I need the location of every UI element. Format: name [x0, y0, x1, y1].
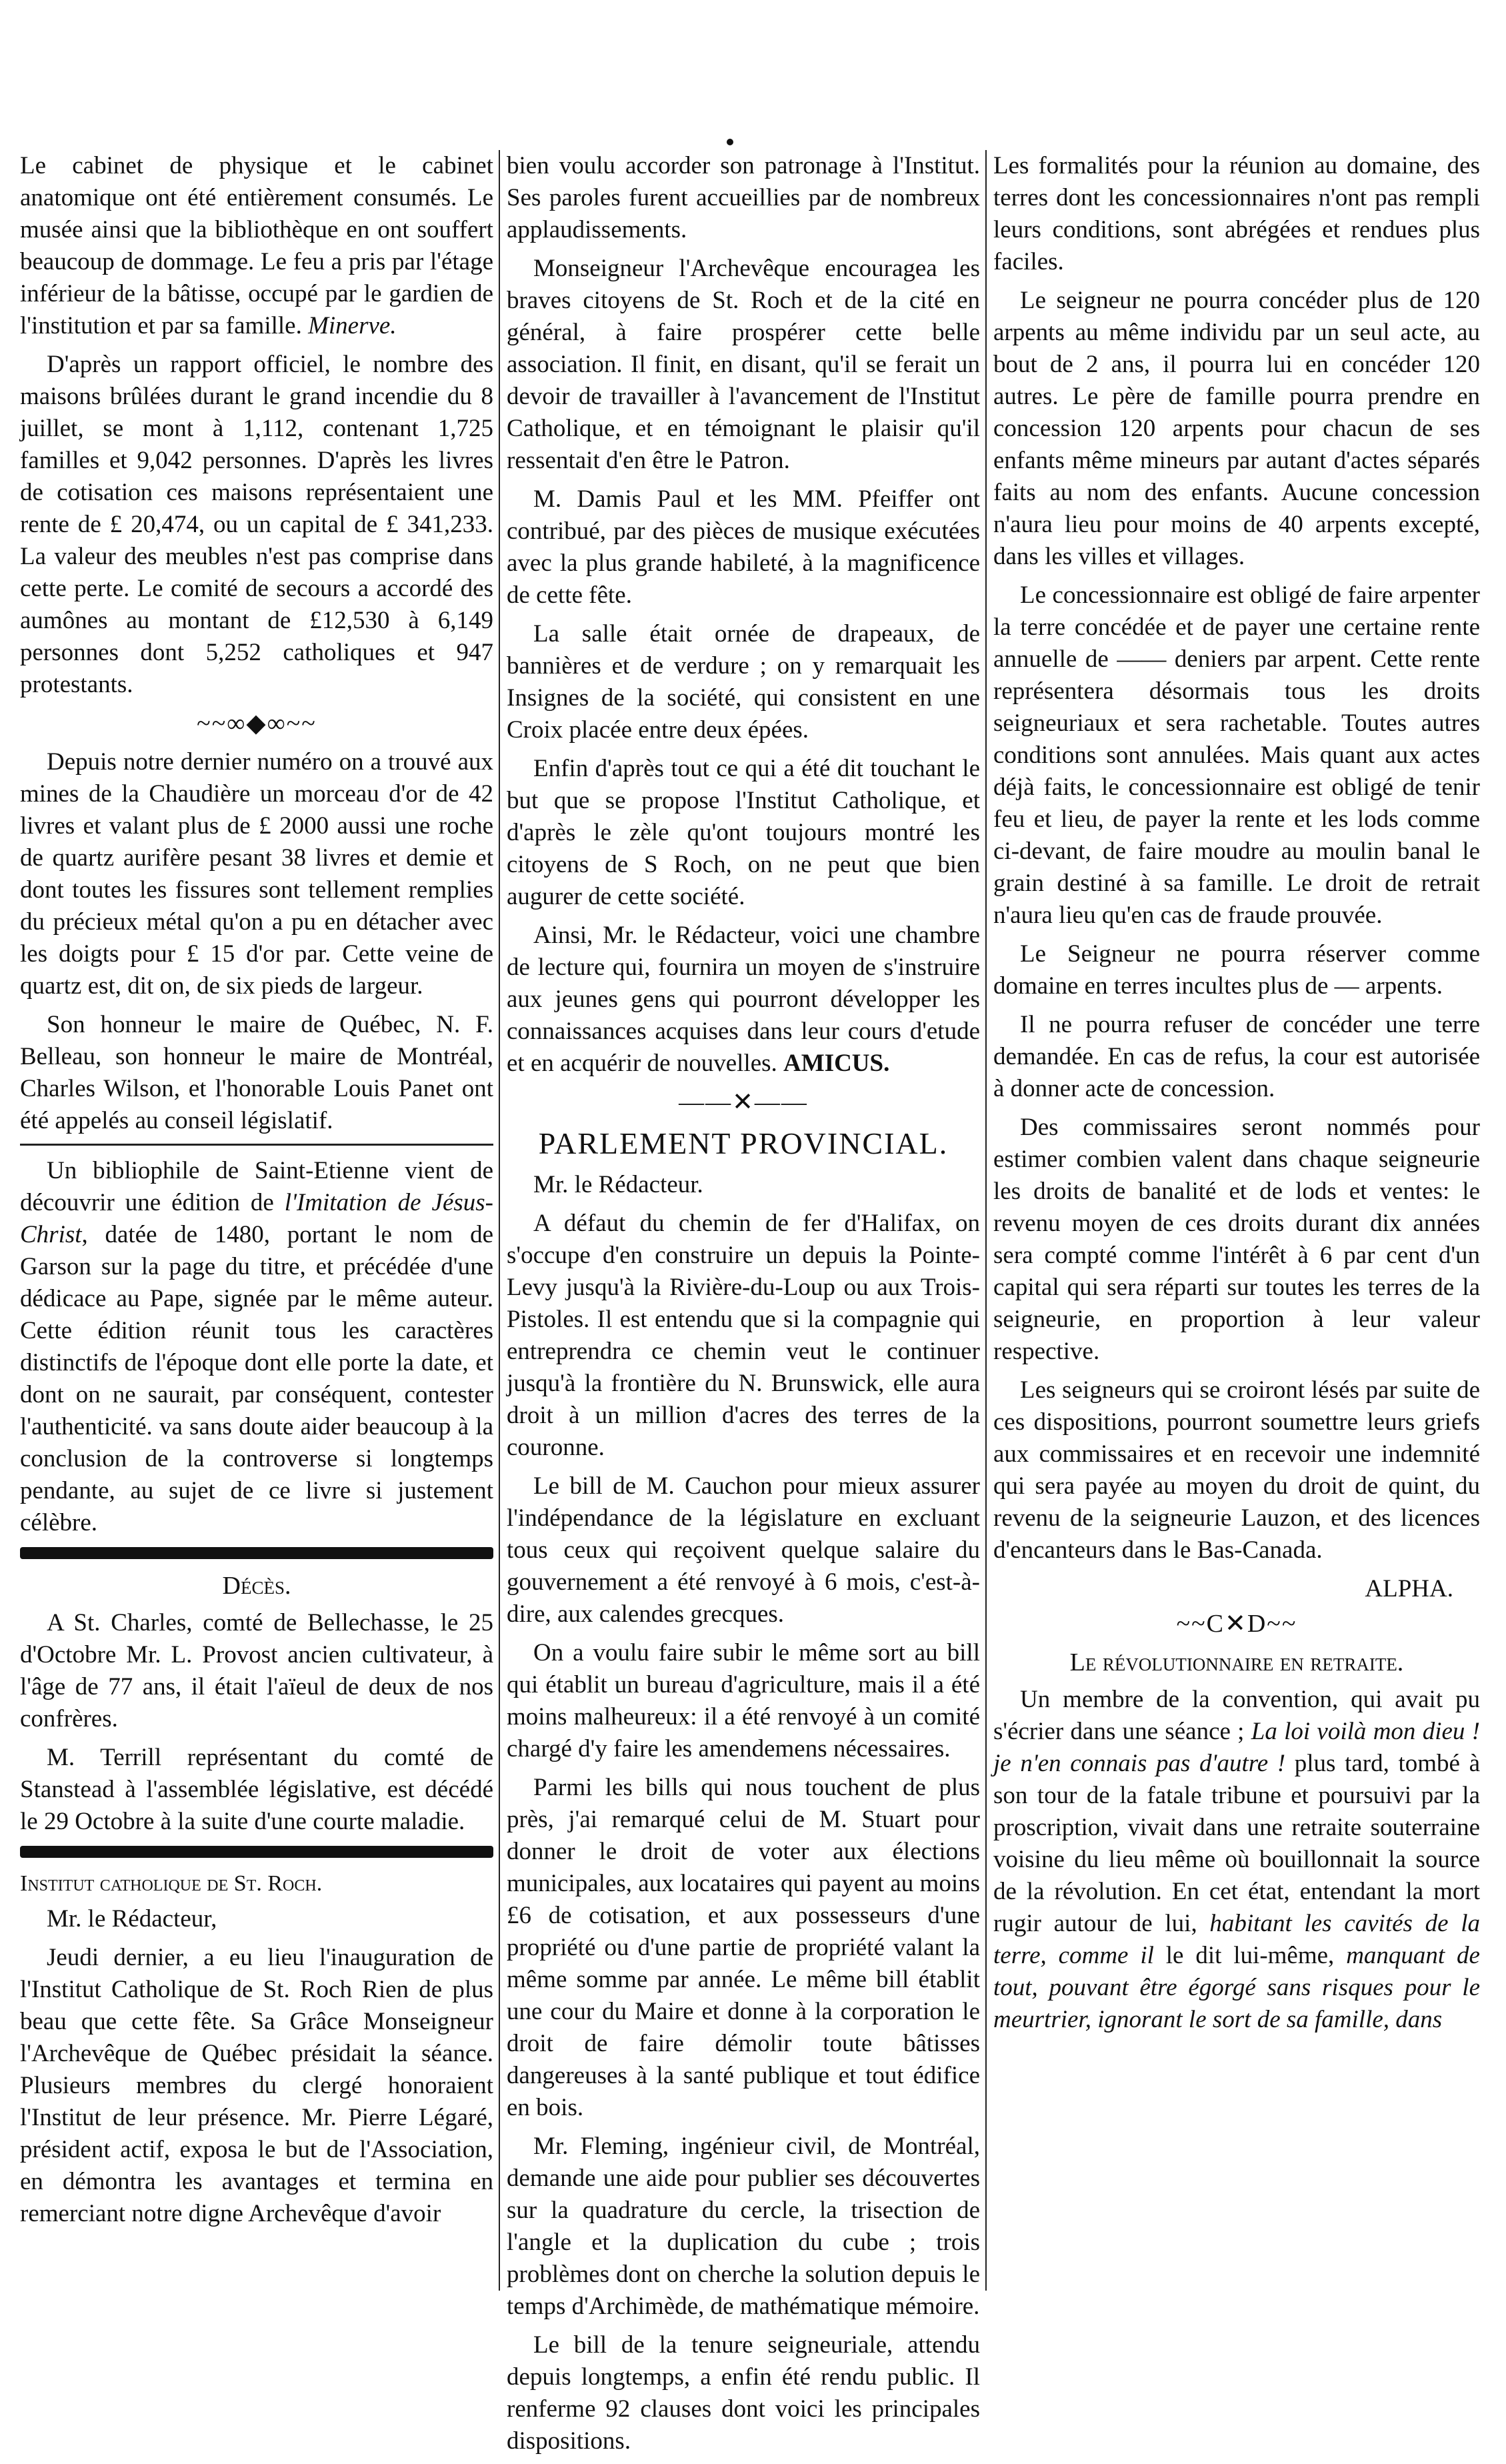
cabinet-paragraph: Le cabinet de physique et le cabinet anatomique ont été entièrement consumés. Le musée ainsi que la bibliothèque en ont souffert beaucoup de dommage. Le feu a pris par l'étage inférieur de la bâtisse, occupé par le gardien de l'institution et par sa famille. Minerve.	[20, 152, 493, 339]
heavy-rule	[20, 1547, 493, 1559]
chaudiere-paragraph: Depuis notre dernier numéro on a trouvé aux mines de la Chaudière un morceau d'or de 42 livres et valant plus de £ 2000 aussi une roche de quartz aurifère pesant 38 livres et demie et dont toutes les fissures sont tellement remplies du précieux métal qu'on a pu en détacher avec les doigts pour £ 15 d'or par. Cette veine de quartz est, dit on, de six pieds de largeur.	[20, 748, 493, 1000]
institut-heading: Institut catholique de St. Roch.	[20, 1871, 323, 1896]
institut-paragraph: Jeudi dernier, a eu lieu l'inauguration de l'Institut Catholique de St. Roch Rien de plus beau que cette fête. Sa Grâce Monseigneur l'Archevêque de Québec présidait la séance. Plusieurs membres du clergé honoraient l'Institut de leur présence. Mr. Pierre Légaré, président actif, exposa le but de l'Association, en démontra les avantages et termina en remerciant notre digne Archevêque d'avoir	[20, 1944, 493, 2227]
concessionnaire-paragraph: Le concessionnaire est obligé de faire arpenter la terre concédée et de payer une certaine rente annuelle de —— deniers par arpent. Cette rente représentera désormais tous les droits seigneuriaux et sera rachetable. Toutes autres conditions sont annulées. Mais quant aux actes déjà faits, le concessionnaire est obligé de tenir feu et lieu, de payer la rente et les lods comme ci-devant, de faire moudre au moulin banal le grain destiné à sa famille. Le droit de retrait n'aura lieu qu'en cas de fraude prouvée.	[993, 581, 1480, 929]
refus-paragraph: Il ne pourra refuser de concéder une terre demandée. En cas de refus, la cour est autorisée à donner acte de concession.	[993, 1011, 1480, 1102]
column-rule-1	[499, 150, 500, 2291]
amicus-signature: AMICUS.	[783, 1050, 890, 1077]
revolutionnaire-paragraph: Un membre de la convention, qui avait pu s'écrier dans une séance ; La loi voilà mon dieu ! je n'en connais pas d'autre ! plus tard, tombé à son tour de la fatale tribune et poursuivi par la proscription, vivait dans une retraite souterraine voisine du lieu même où bouillonnait la source de la révolution. En cet état, entendant la mort rugir autour de lui, habitant les cavités de la terre, comme il le dit lui-même, manquant de tout, pouvant être égorgé sans risques pour le meurtrier, ignorant le sort de sa famille, dans	[993, 1686, 1481, 2033]
conseil-paragraph: Son honneur le maire de Québec, N. F. Belleau, son honneur le maire de Montréal, Charles Wilson, et l'honorable Louis Panet ont été appelés au conseil législatif.	[20, 1011, 493, 1134]
domaine-paragraph: Le Seigneur ne pourra réserver comme domaine en terres incultes plus de — arpents.	[993, 940, 1480, 1000]
stuart-paragraph: Parmi les bills qui nous touchent de plus près, j'ai remarqué celui de M. Stuart pour donner le droit de voter aux élections municipales, aux locataires qui payent au moins £6 de cotisation, et aux possesseurs d'une propriété ou d'une partie de propriété valant la même somme par année. Le même bill établit une cour du Maire et donne à la corporation le droit de faire démolir toute bâtisses dangereuses à la santé publique et tout édifice en bois.	[507, 1774, 980, 2121]
minerve-source: Minerve.	[308, 312, 397, 339]
halifax-paragraph: A défaut du chemin de fer d'Halifax, on s'occupe d'en construire un depuis la Pointe-Levy jusqu'à la Rivière-du-Loup ou aux Trois-Pistoles. Il est entendu que si la compagnie qui entreprendra ce chemin veut le continuer jusqu'à la frontière du N. Brunswick, elle aura droit à un million d'acres des terres de la couronne.	[507, 1210, 980, 1461]
enfin-paragraph: Enfin d'après tout ce qui a été dit touchant le but que se propose l'Institut Catholique, et d'après le zèle qu'ont toujours montré les citoyens de S Roch, on ne peut que bien augurer de cette société.	[507, 755, 980, 910]
deces-heading: Décès.	[222, 1572, 291, 1600]
heavy-rule	[20, 1846, 493, 1858]
agriculture-paragraph: On a voulu faire subir le même sort au bill qui établit un bureau d'agriculture, mais il a été moins malheureux: il a été renvoyé à un comité chargé d'y faire les amendemens nécessaires.	[507, 1639, 980, 1762]
patronage-paragraph: bien voulu accorder son patronage à l'Institut. Ses paroles furent accueillies par de nombreux applaudissements.	[507, 152, 980, 243]
tenure-paragraph: Le bill de la tenure seigneuriale, attendu depuis longtemps, a enfin été rendu public. Il renferme 92 clauses dont voici les principales dispositions.	[507, 2331, 980, 2455]
ornament-divider: ~~∞◆∞~~	[197, 710, 317, 738]
terrill-paragraph: M. Terrill représentant du comté de Stanstead à l'assemblée législative, est décédé le 29 Octobre à la suite d'une courte maladie.	[20, 1744, 493, 1835]
alpha-signature: ALPHA.	[1365, 1575, 1453, 1602]
formalites-paragraph: Les formalités pour la réunion au domaine, des terres dont les concessionnaires n'ont pas rempli leurs conditions, sont abrégées et rendues plus faciles.	[993, 152, 1480, 275]
ornament-divider: ~~C✕D~~	[1176, 1610, 1297, 1638]
deces-paragraph: A St. Charles, comté de Bellechasse, le 25 d'Octobre Mr. L. Provost ancien cultivateur, à l'âge de 77 ans, il était l'aïeul de deux de nos confrères.	[20, 1609, 493, 1732]
ornament-divider: ——✕——	[679, 1088, 808, 1116]
cauchon-paragraph: Le bill de M. Cauchon pour mieux assurer l'indépendance de la législature en excluant tous ceux qui reçoivent quelque salaire du gouvernement a été renvoyé à 6 mois, c'est-à-dire, aux calendes grecques.	[507, 1472, 980, 1628]
salle-paragraph: La salle était ornée de drapeaux, de bannières et de verdure ; on y remarquait les Insignes de la société, qui consistent en une Croix placée entre deux épées.	[507, 620, 980, 744]
archeveque-paragraph: Monseigneur l'Archevêque encouragea les braves citoyens de St. Roch et de la cité en général, à faire prospérer cette belle association. Il finit, en disant, qu'il se ferait un devoir de travailler à l'avancement de l'Institut Catholique, et en témoignant le plaisir qu'il ressentait d'en être le Patron.	[507, 255, 980, 474]
commissaires-paragraph: Des commissaires seront nommés pour estimer combien valent dans chaque seigneurie les droits de banalité et de lods et ventes: le revenu moyen de ces droits durant dix années sera compté comme l'intérêt à 6 par cent d'un capital qui sera réparti sur toutes les terres de la seigneurie, en proportion à leur valeur respective.	[993, 1114, 1480, 1365]
column-3	[993, 150, 1480, 2043]
chambre-paragraph: Ainsi, Mr. le Rédacteur, voici une chambre de lecture qui, fournira un moyen de s'instruire aux jeunes gens qui pourront développer les connaissances acquises dans leur cours d'etude et en acquérir de nouvelles. AMICUS.	[507, 922, 980, 1077]
page-dot	[727, 139, 733, 145]
column-rule-2	[985, 150, 987, 2291]
fleming-paragraph: Mr. Fleming, ingénieur civil, de Montréal, demande une aide pour publier ses découvertes sur la quadrature du cercle, la trisection de l'angle et la duplication du cube ; trois problèmes dont on cherche la solution depuis le temps d'Archimède, de mathématique mémoire.	[507, 2133, 980, 2320]
rule	[20, 1144, 493, 1146]
musique-paragraph: M. Damis Paul et les MM. Pfeiffer ont contribué, par des pièces de musique exécutées avec la plus grande habileté, à la magnificence de cette fête.	[507, 485, 980, 609]
institut-salutation: Mr. le Rédacteur,	[47, 1905, 217, 1933]
bibliophile-paragraph: Un bibliophile de Saint-Etienne vient de découvrir une édition de l'Imitation de Jésus-Christ, datée de 1480, portant le nom de Garson sur la page du titre, et précédée d'une dédicace au Pape, signée par le même auteur. Cette édition réunit tous les caractères distinctifs de l'époque dont elle porte la date, et dont on ne saurait, par conséquent, contester l'authenticité. va sans doute aider beaucoup à la conclusion de la controverse si longtemps pendante, au sujet de ce livre si justement célèbre.	[20, 1157, 493, 1536]
revolutionnaire-heading: Le révolutionnaire en retraite.	[1069, 1648, 1404, 1676]
incendie-paragraph: D'après un rapport officiel, le nombre des maisons brûlées durant le grand incendie du 8 juillet, se mont à 1,112, contenant 1,725 familles et 9,042 personnes. D'après les livres de cotisation ces maisons représentaient une rente de £ 20,474, ou un capital de £ 341,233. La valeur des meubles n'est pas comprise dans cette perte. Le comité de secours a accordé des aumônes au montant de £12,530 à 6,149 personnes dont 5,252 catholiques et 947 protestants.	[20, 351, 493, 698]
parlement-heading: PARLEMENT PROVINCIAL.	[538, 1126, 949, 1160]
parlement-salutation: Mr. le Rédacteur.	[533, 1171, 703, 1198]
arpents-paragraph: Le seigneur ne pourra concéder plus de 120 arpents au même individu par un seul acte, au bout de 2 ans, il pourra lui en concéder 120 autres. Le père de famille pourra prendre en concession 120 arpents pour chacun de ses enfants même mineurs par autant d'actes séparés faits au nom des enfants. Aucune concession n'aura lieu pour moins de 40 arpents excepté, dans les villes et villages.	[993, 287, 1480, 570]
column-1	[20, 150, 493, 2237]
column-2	[507, 150, 980, 2464]
seigneurs-paragraph: Les seigneurs qui se croiront lésés par suite de ces dispositions, pourront soumettre leurs griefs aux commissaires et en recevoir une indemnité qui sera payée au moyen du droit de quint, du revenu de la seigneurie Lauzon, et des licences d'encanteurs dans le Bas-Canada.	[993, 1376, 1480, 1564]
